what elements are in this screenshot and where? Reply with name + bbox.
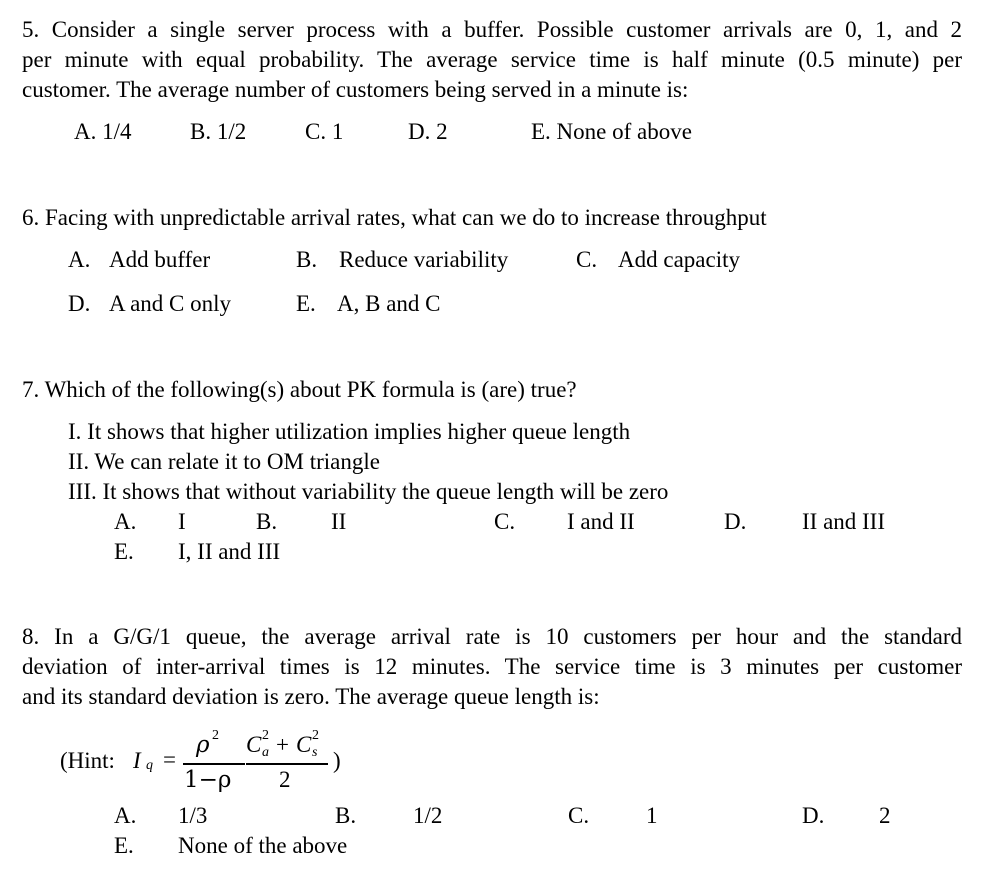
q7-option-a-text: I: [178, 509, 186, 534]
formula-plus: +: [276, 732, 289, 757]
hint-prefix: (Hint:: [60, 748, 115, 773]
q7-option-b-letter: B.: [256, 509, 278, 534]
question-8-line: and its standard deviation is zero. The average queue length is:: [22, 684, 600, 709]
formula-rho-exponent: 2: [212, 728, 219, 743]
q7-option-a-letter: A.: [114, 509, 137, 534]
formula-rho: ρ: [196, 732, 210, 758]
q7-option-b-text: II: [331, 509, 347, 534]
q8-option-d-letter: D.: [802, 803, 825, 828]
q5-option-c: C. 1: [305, 119, 344, 144]
formula-ca-exponent: 2: [262, 728, 269, 743]
formula-rho-denominator: 1−ρ: [184, 767, 232, 793]
formula-lhs-subscript: q: [146, 758, 153, 773]
q7-statement-2: II. We can relate it to OM triangle: [68, 449, 380, 474]
formula-lhs: I: [133, 748, 141, 773]
q6-option-e-letter: E.: [296, 291, 316, 316]
q6-option-c-letter: C.: [576, 247, 598, 272]
q8-option-e-letter: E.: [114, 833, 134, 858]
q8-option-d-text: 2: [879, 803, 891, 828]
q8-option-e-text: None of the above: [178, 833, 348, 858]
question-5-line: 5. Consider a single server process with a buffer. Possible customer arrivals are 0, 1, and 2: [22, 17, 962, 42]
hint-close-paren: ): [333, 748, 341, 773]
question-6-stem: 6. Facing with unpredictable arrival rates, what can we do to increase throughput: [22, 205, 767, 230]
question-5-line: per minute with equal probability. The average service time is half minute (0.5 minute) per: [22, 47, 962, 72]
formula-denominator-2: 2: [279, 767, 291, 792]
question-8-line: 8. In a G/G/1 queue, the average arrival rate is 10 customers per hour and the standard: [22, 624, 962, 649]
q8-option-b-letter: B.: [335, 803, 357, 828]
q5-option-d: D. 2: [408, 119, 448, 144]
q7-option-e-letter: E.: [114, 539, 134, 564]
formula-ca-subscript: a: [262, 745, 269, 760]
formula-ca: C: [246, 732, 262, 757]
q8-option-a-text: 1/3: [178, 803, 208, 828]
q5-option-a: A. 1/4: [74, 119, 132, 144]
q7-option-d-text: II and III: [802, 509, 886, 534]
question-5-line: customer. The average number of customers being served in a minute is:: [22, 77, 689, 102]
q6-option-b-text: Reduce variability: [339, 247, 509, 272]
q6-option-b-letter: B.: [296, 247, 318, 272]
question-8-stem: [22, 622, 962, 712]
q5-option-e: E. None of above: [531, 119, 692, 144]
formula-cs-subscript: s: [312, 745, 318, 760]
q7-statement-1: I. It shows that higher utilization implies higher queue length: [68, 419, 631, 444]
q8-option-c-letter: C.: [568, 803, 590, 828]
q8-option-c-text: 1: [646, 803, 658, 828]
q7-option-c-letter: C.: [494, 509, 516, 534]
formula-cs-exponent: 2: [312, 728, 319, 743]
q7-option-d-letter: D.: [724, 509, 747, 534]
q6-option-d-letter: D.: [68, 291, 91, 316]
q7-option-c-text: I and II: [567, 509, 635, 534]
q6-option-e-text: A, B and C: [337, 291, 441, 316]
q6-option-c-text: Add capacity: [618, 247, 740, 272]
q6-option-d-text: A and C only: [109, 291, 232, 316]
q6-option-a-text: Add buffer: [109, 247, 211, 272]
q7-statement-3: III. It shows that without variability the queue length will be zero: [68, 479, 669, 504]
q8-option-a-letter: A.: [114, 803, 137, 828]
question-5-stem: [22, 15, 962, 105]
q6-option-a-letter: A.: [68, 247, 91, 272]
q7-option-e-text: I, II and III: [178, 539, 281, 564]
question-8-line: deviation of inter-arrival times is 12 minutes. The service time is 3 minutes per customer: [22, 654, 962, 679]
q5-option-b: B. 1/2: [190, 119, 247, 144]
q8-option-b-text: 1/2: [413, 803, 443, 828]
formula-cs: C: [296, 732, 312, 757]
question-7-stem: 7. Which of the following(s) about PK formula is (are) true?: [22, 377, 577, 402]
formula-equals: =: [163, 747, 176, 772]
